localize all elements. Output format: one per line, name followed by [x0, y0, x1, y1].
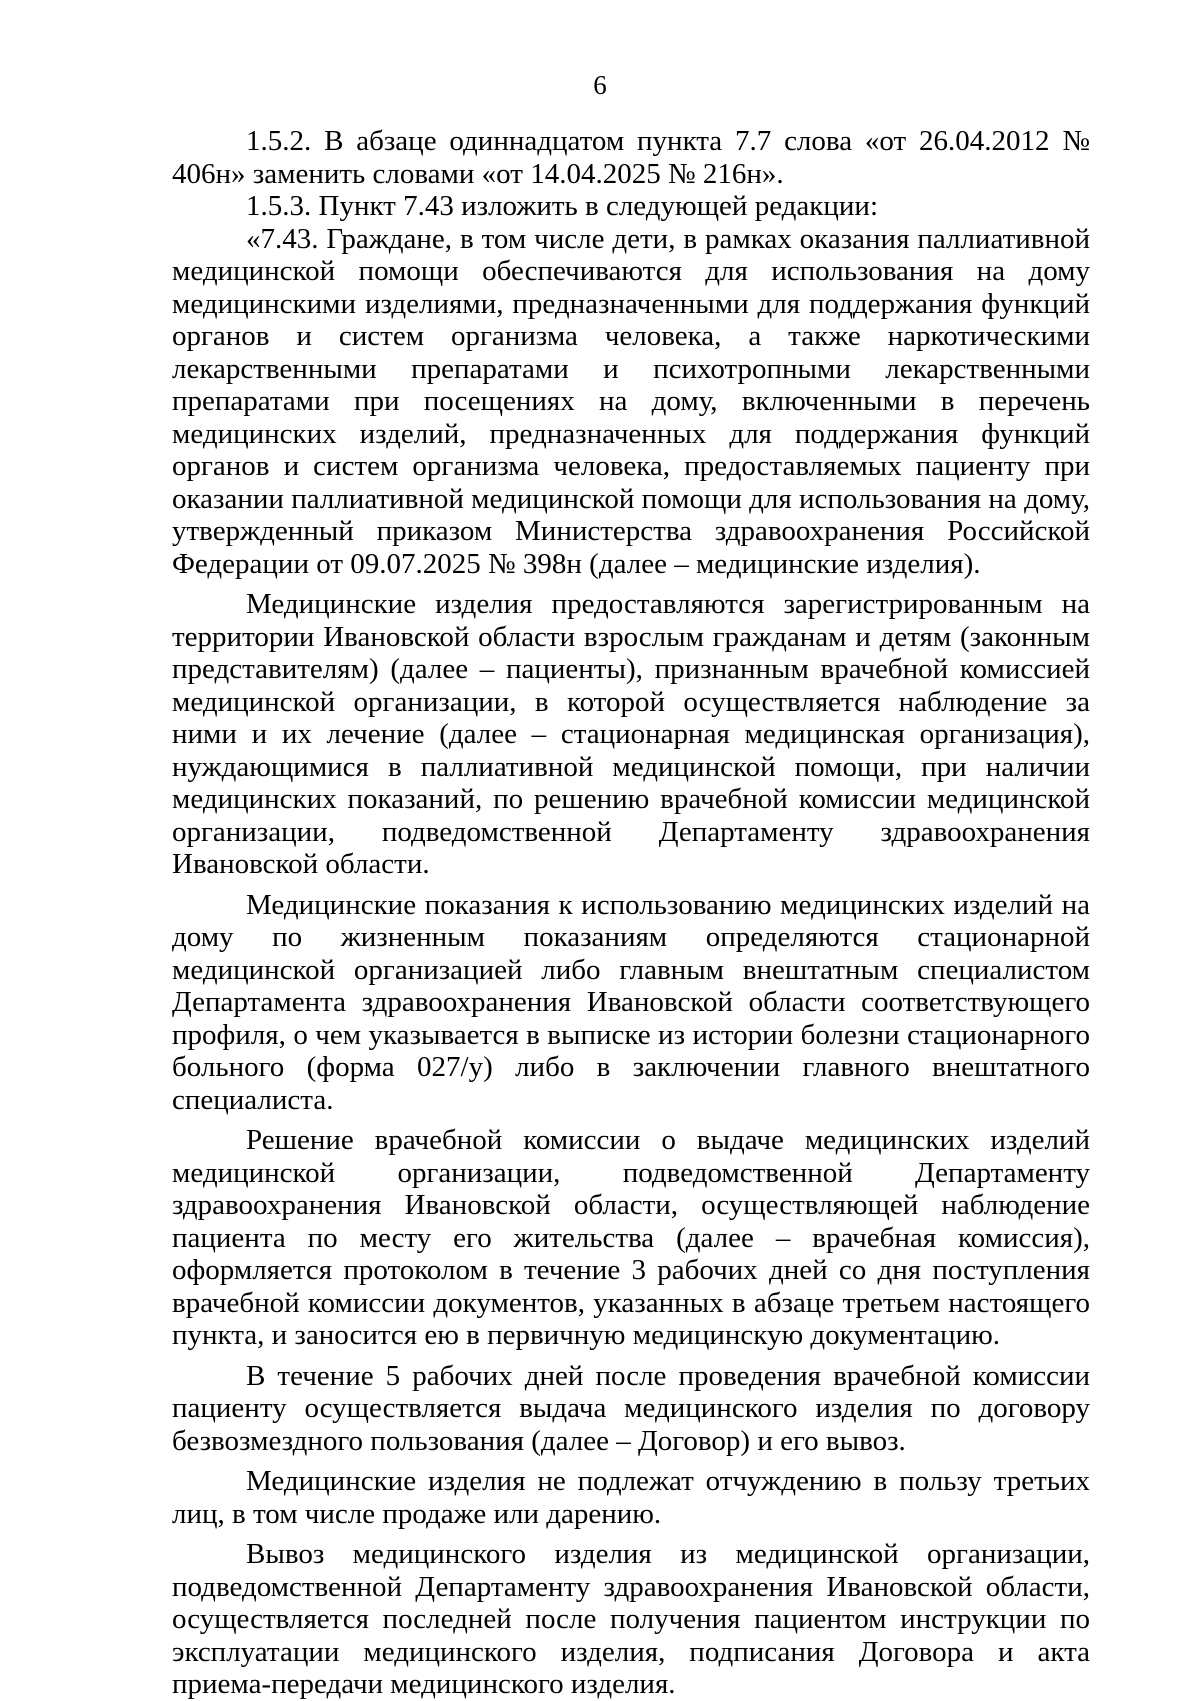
page-number: 6 — [593, 70, 607, 100]
paragraph-no-alienation: Медицинские изделия не подлежат отчуждению в пользу третьих лиц, в том числе продаже или дарению. — [172, 1465, 1090, 1530]
document-body — [172, 125, 1090, 1701]
paragraph-issuance-terms: В течение 5 рабочих дней после проведения врачебной комиссии пациенту осуществляется выдача медицинского изделия по договору безвозмездного пользования (далее – Договор) и его вывоз. — [172, 1359, 1090, 1457]
paragraph-provision-eligibility: Медицинские изделия предоставляются зарегистрированным на территории Ивановской области взрослым гражданам и детям (законным представителям) (далее – пациенты), признанным врачебной комиссией медицинской организации, в которой осуществляется наблюдение за ними и их лечение (далее – стационарная медицинская организация), нуждающимися в паллиативной медицинской помощи, при наличии медицинских показаний, по решению врачебной комиссии медицинской организации, подведомственной Департаменту здравоохранения Ивановской области. — [172, 588, 1090, 880]
paragraph-7-43-intro: «7.43. Граждане, в том числе дети, в рамках оказания паллиативной медицинской помощи обеспечиваются для использования на дому медицинскими изделиями, предназначенными для поддержания функций органов и систем организма человека, а также наркотическими лекарственными препаратами и психотропными лекарственными препаратами при посещениях на дому, включенными в перечень медицинских изделий, предназначенных для поддержания функций органов и систем организма человека, предоставляемых пациенту при оказании паллиативной медицинской помощи для использования на дому, утвержденный приказом Министерства здравоохранения Российской Федерации от 09.07.2025 № 398н (далее – медицинские изделия). — [172, 222, 1090, 580]
paragraph-medical-indications: Медицинские показания к использованию медицинских изделий на дому по жизненным показаниям определяются стационарной медицинской организацией либо главным внештатным специалистом Департамента здравоохранения Ивановской области соответствующего профиля, о чем указывается в выписке из истории болезни стационарного больного (форма 027/у) либо в заключении главного внештатного специалиста. — [172, 888, 1090, 1116]
paragraph-1-5-3: 1.5.3. Пункт 7.43 изложить в следующей редакции: — [246, 190, 879, 222]
paragraph-commission-decision: Решение врачебной комиссии о выдаче медицинских изделий медицинской организации, подведомственной Департаменту здравоохранения Ивановской области, осуществляющей наблюдение пациента по месту его жительства (далее – врачебная комиссия), оформляется протоколом в течение 3 рабочих дней со дня поступления врачебной комиссии документов, указанных в абзаце третьем настоящего пункта, и заносится ею в первичную медицинскую документацию. — [172, 1124, 1090, 1351]
paragraph-1-5-2: 1.5.2. В абзаце одиннадцатом пункта 7.7 слова «от 26.04.2012 № 406н» заменить словами «от 14.04.2025 № 216н». — [172, 125, 1090, 190]
paragraph-removal-procedure: Вывоз медицинского изделия из медицинской организации, подведомственной Департаменту здравоохранения Ивановской области, осуществляется последней после получения пациентом инструкции по эксплуатации медицинского изделия, подписания Договора и акта приема-передачи медицинского изделия. — [172, 1538, 1090, 1700]
